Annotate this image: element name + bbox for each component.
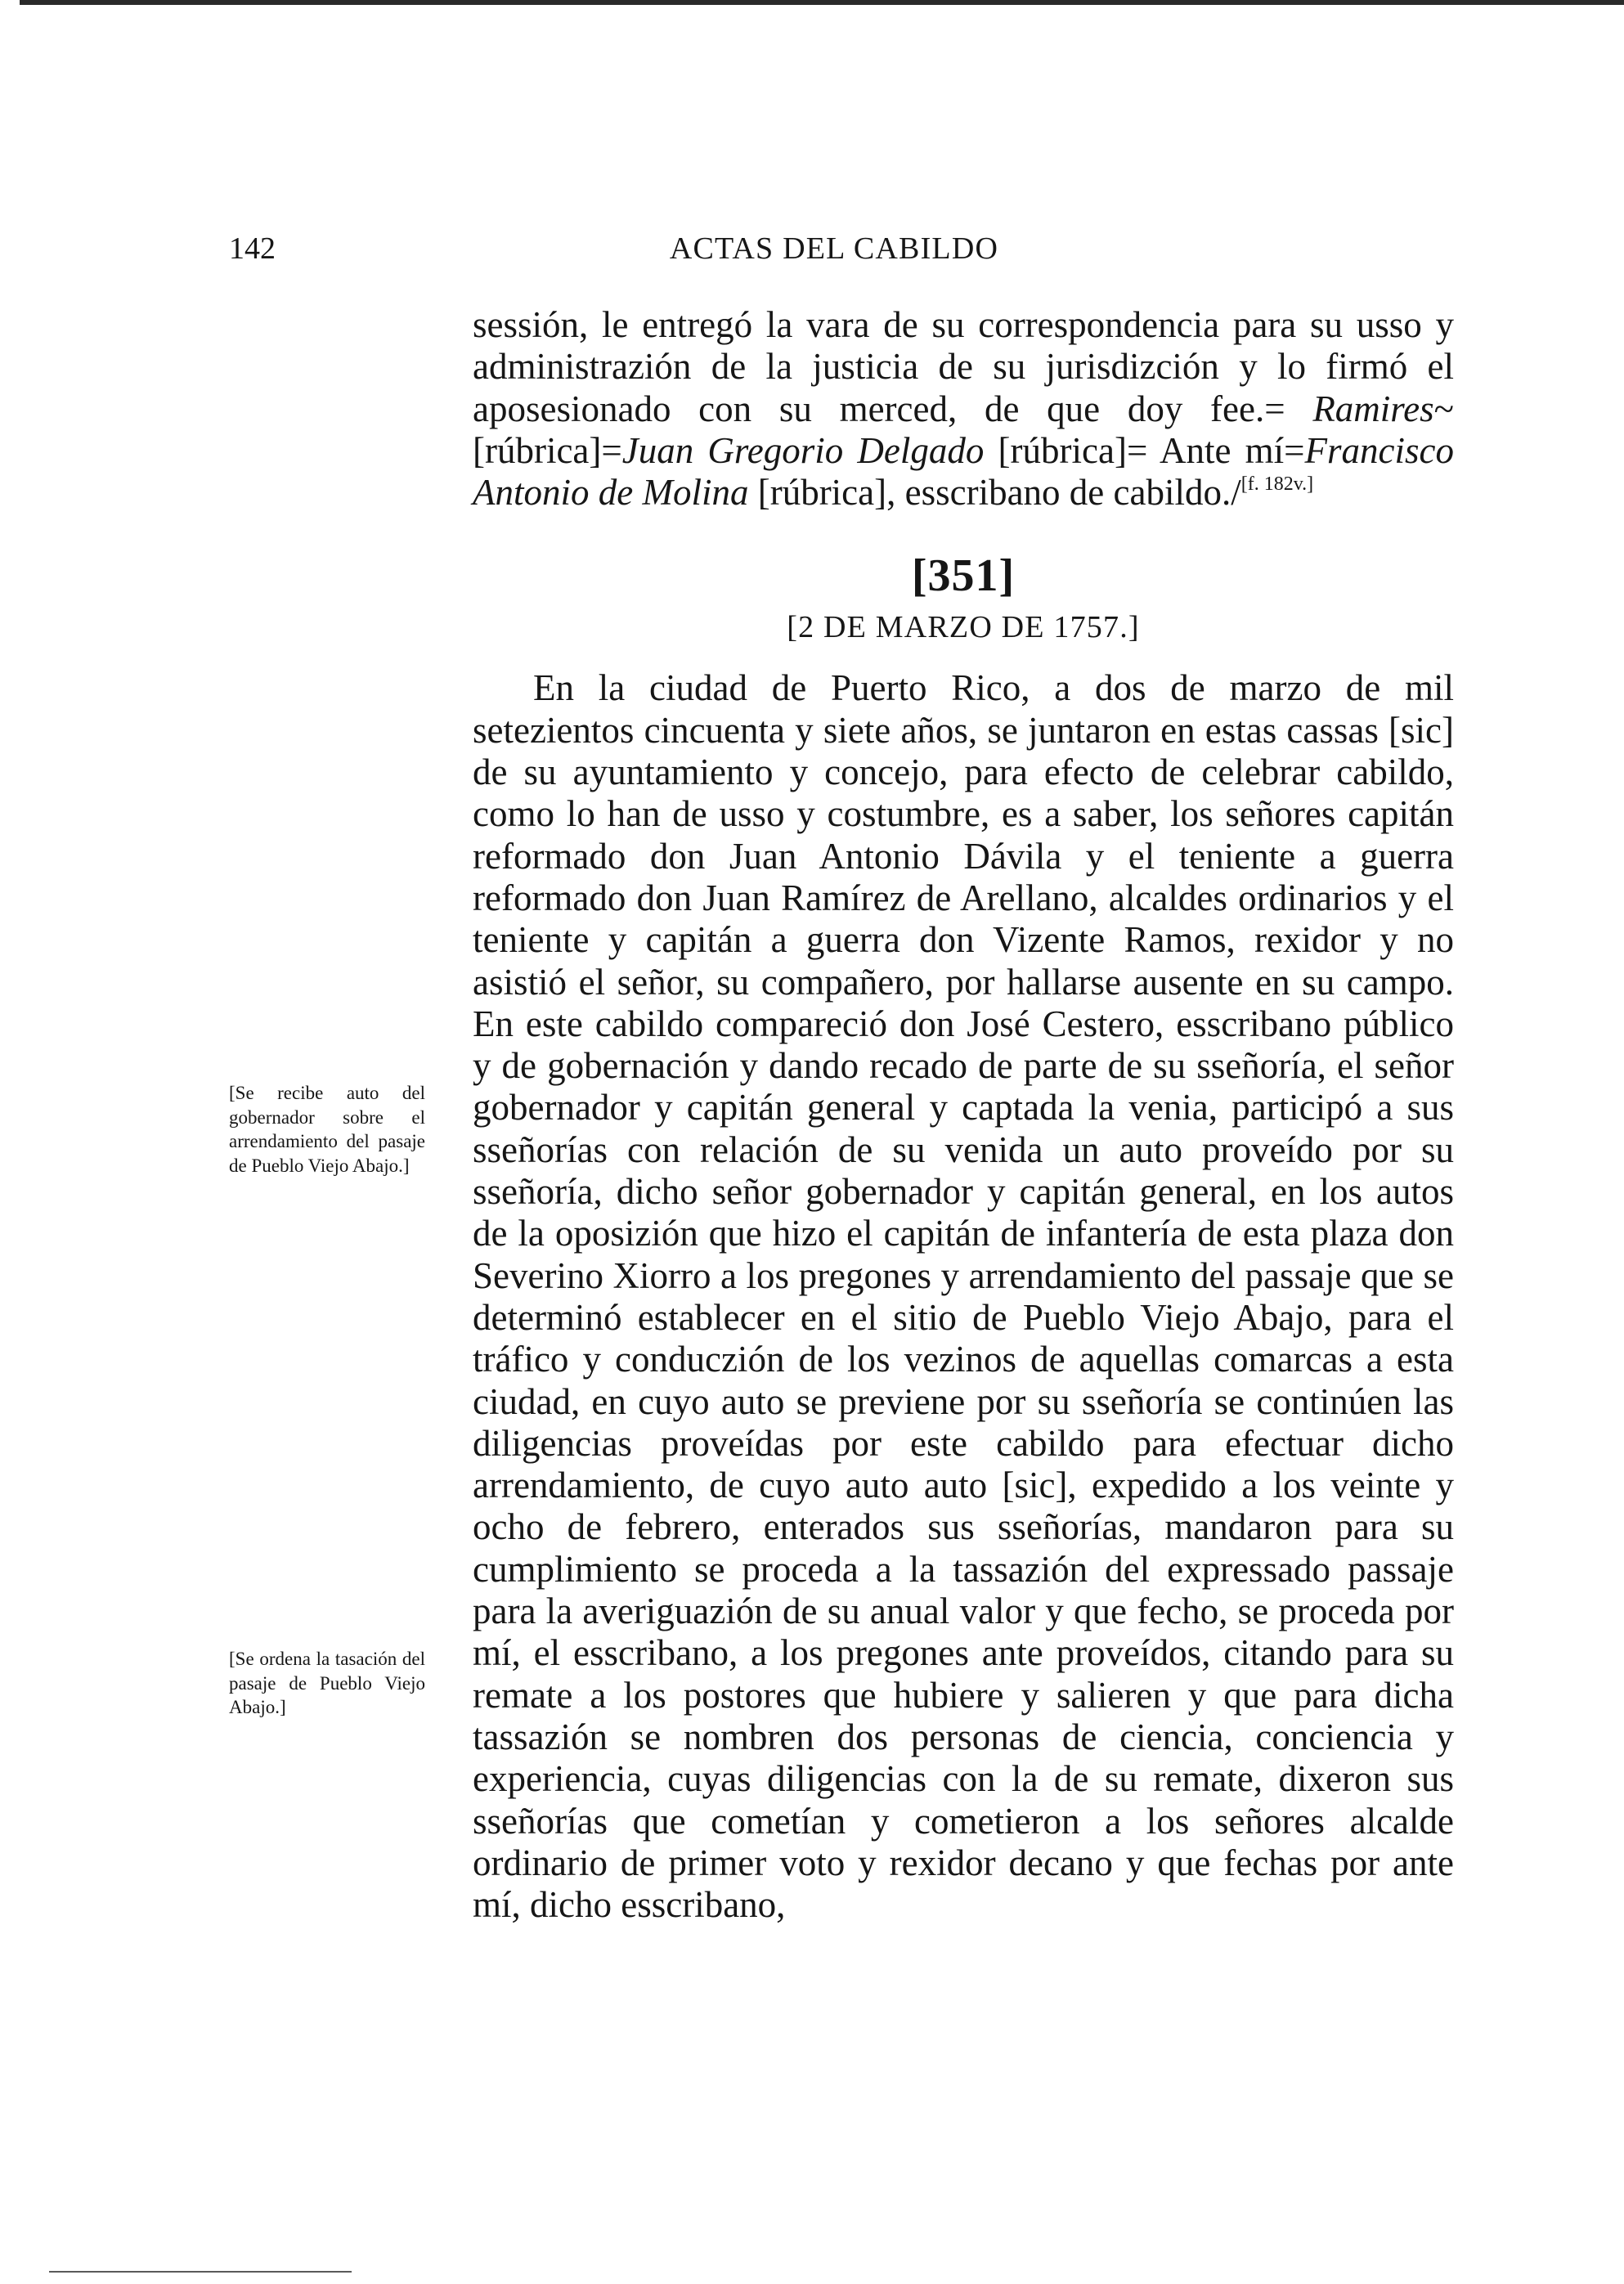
continuation-text-4: [rúbrica], esscribano de cabildo./ [748,472,1241,514]
main-text-column [473,304,1454,1926]
top-rule [20,0,1624,5]
running-head: ACTAS DEL CABILDO [669,231,999,266]
page-number: 142 [229,231,276,266]
margin-note-auto-gobernador: [Se recibe auto del gobernador sobre el arrendamiento del pasaje de Pueblo Viejo Abajo.] [229,1083,425,1176]
entry-body-paragraph: En la ciudad de Puerto Rico, a dos de marzo de mil setezientos cincuenta y siete años, se juntaron en estas cassas [sic] de su ayuntamiento y concejo, para efecto de celebrar cabildo, como lo han de usso y costumbre, es a saber, los señores capitán reformado don Juan Antonio Dávila y el teniente a guerra reformado don Juan Ramírez de Arellano, alcaldes ordinarios y el teniente y capitán a guerra don Vizente Ramos, rexidor y no asistió el señor, su compañero, por hallarse ausente en su campo. En este cabildo compareció don José Cestero, esscribano público y de gobernación y dando recado de parte de su sseñoría, el señor gobernador y capitán general y captada la venia, participó a sus sseñorías con relación de su venida un auto proveído por su sseñoría, dicho señor gobernador y capitán general, en los autos de la oposizión que hizo el capitán de infantería de esta plaza don Severino Xiorro a los pregones y arrendamiento del passaje que se determinó establecer en el sitio de Pueblo Viejo Abajo, para el tráfico y conduczión de los vezinos de aquellas comarcas a esta ciudad, en cuyo auto se previene por su sseñoría se continúen las diligencias proveídas por este cabildo para efectuar dicho arrendamiento, de cuyo auto auto [sic], expedido a los veinte y ocho de febrero, enterados sus sseñorías, mandaron para su cumplimiento se proceda a la tassazión del expressado passaje para la averiguazión de su anual valor y que fecho, se proceda por mí, el esscribano, a los pregones ante proveídos, citando para su remate a los postores que hubiere y salieren y que para dicha tassazión se nombren dos personas de ciencia, conciencia y experiencia, cuyas diligencias con la de su remate, dixeron sus sseñorías que cometían y cometieron a los señores alcalde ordinario de primer voto y rexidor decano y que fechas por ante mí, dicho esscribano, [473,667,1454,1926]
continuation-text-2: ~[rúbrica]= [473,388,1454,471]
continuation-text-1: sessión, le entregó la vara de su correspondencia para su usso y administrazión de la justicia de su jurisdizción y lo firmó el aposesionado con su merced, de que doy fee.= [473,304,1454,429]
continuation-paragraph [473,304,1454,520]
continuation-text-3: [rúbrica]= Ante mí= [984,429,1305,471]
signature-ramires: Ramires [1312,388,1434,429]
entry-date: [2 DE MARZO DE 1757.] [787,610,1140,645]
signature-francisco-antonio-de-molina: Francisco Antonio de Molina [473,429,1454,514]
margin-note-tasacion: [Se ordena la tasación del pasaje de Pueblo Viejo Abajo.] [229,1649,425,1717]
entry-number: [351] [911,550,1016,602]
bottom-rule [49,2271,352,2273]
folio-reference: [f. 182v.] [1240,473,1314,496]
signature-juan-gregorio-delgado: Juan Gregorio Delgado [621,429,985,471]
